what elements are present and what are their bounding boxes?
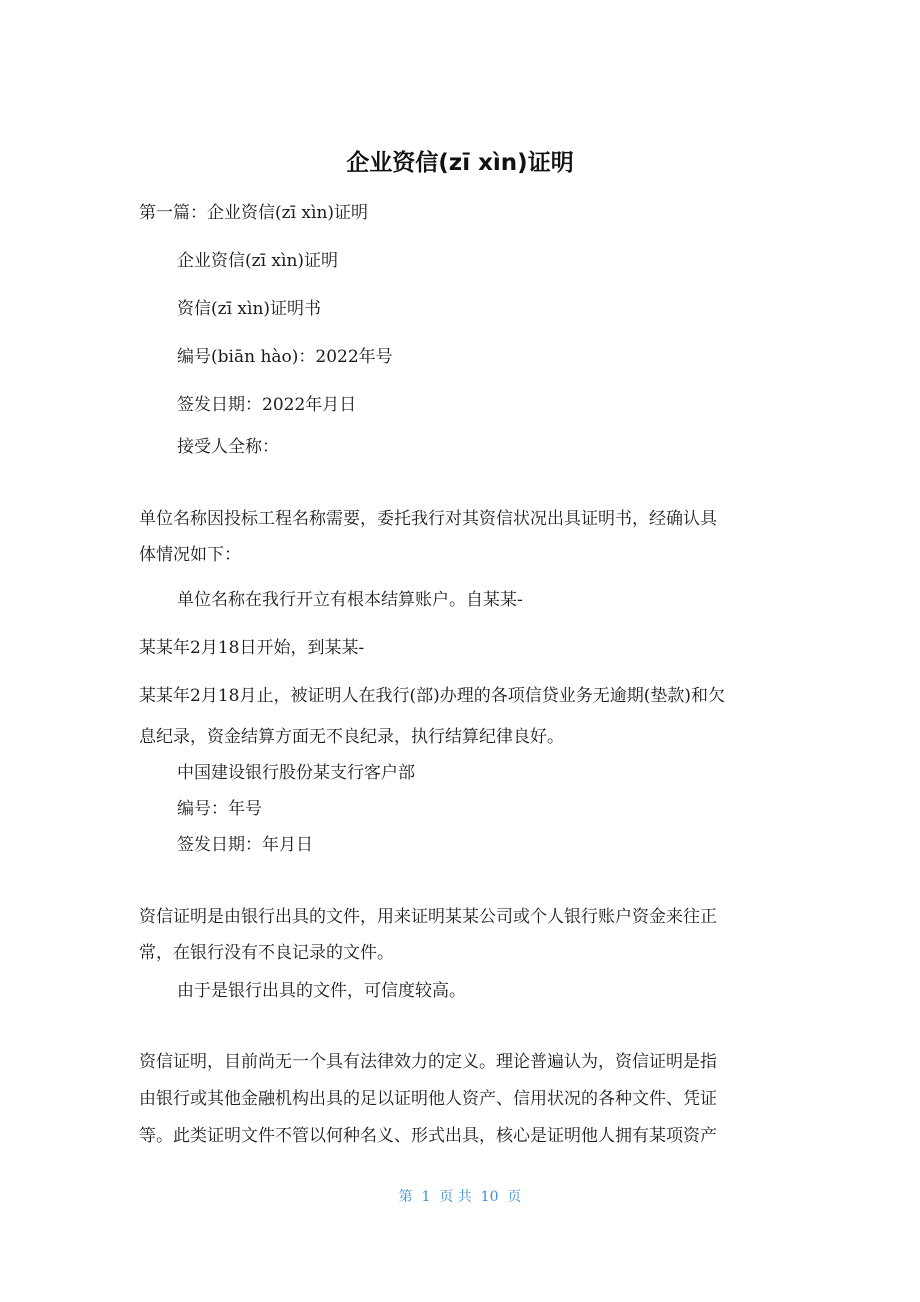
- paragraph-line: 由于是银行出具的文件，可信度较高。: [177, 981, 466, 1001]
- paragraph-line: 息纪录，资金结算方面无不良纪录，执行结算纪律良好。: [139, 727, 564, 747]
- paragraph-line: 常，在银行没有不良记录的文件。: [139, 943, 394, 963]
- paragraph-line: 编号(biān hào)：2022年号: [177, 347, 393, 367]
- paragraph-line: 接受人全称：: [177, 437, 279, 457]
- paragraph-line: 单位名称在我行开立有根本结算账户。自某某-: [177, 590, 523, 610]
- document-title: 企业资信(zī xìn)证明: [346, 150, 574, 176]
- paragraph-line: 资信证明是由银行出具的文件，用来证明某某公司或个人银行账户资金来往正: [139, 907, 717, 927]
- paragraph-line: 编号：年号: [177, 799, 262, 819]
- paragraph-line: 单位名称因投标工程名称需要，委托我行对其资信状况出具证明书，经确认具: [139, 509, 717, 529]
- chapter-heading: 第一篇：企业资信(zī xìn)证明: [139, 203, 369, 223]
- paragraph-line: 某某年2月18日开始，到某某-: [139, 638, 365, 658]
- paragraph-line: 中国建设银行股份某支行客户部: [177, 763, 415, 783]
- paragraph-line: 某某年2月18月止，被证明人在我行(部)办理的各项信贷业务无逾期(垫款)和欠: [139, 686, 725, 706]
- paragraph-line: 等。此类证明文件不管以何种名义、形式出具，核心是证明他人拥有某项资产: [139, 1126, 717, 1146]
- paragraph-line: 资信(zī xìn)证明书: [177, 299, 322, 319]
- paragraph-line: 企业资信(zī xìn)证明: [177, 251, 339, 271]
- paragraph-line: 签发日期：年月日: [177, 835, 313, 855]
- page-number-footer: 第 1 页 共 10 页: [398, 1189, 522, 1205]
- paragraph-line: 资信证明，目前尚无一个具有法律效力的定义。理论普遍认为，资信证明是指: [139, 1052, 717, 1072]
- paragraph-line: 由银行或其他金融机构出具的足以证明他人资产、信用状况的各种文件、凭证: [139, 1089, 717, 1109]
- paragraph-line: 签发日期：2022年月日: [177, 395, 357, 415]
- paragraph-line: 体情况如下：: [139, 545, 241, 565]
